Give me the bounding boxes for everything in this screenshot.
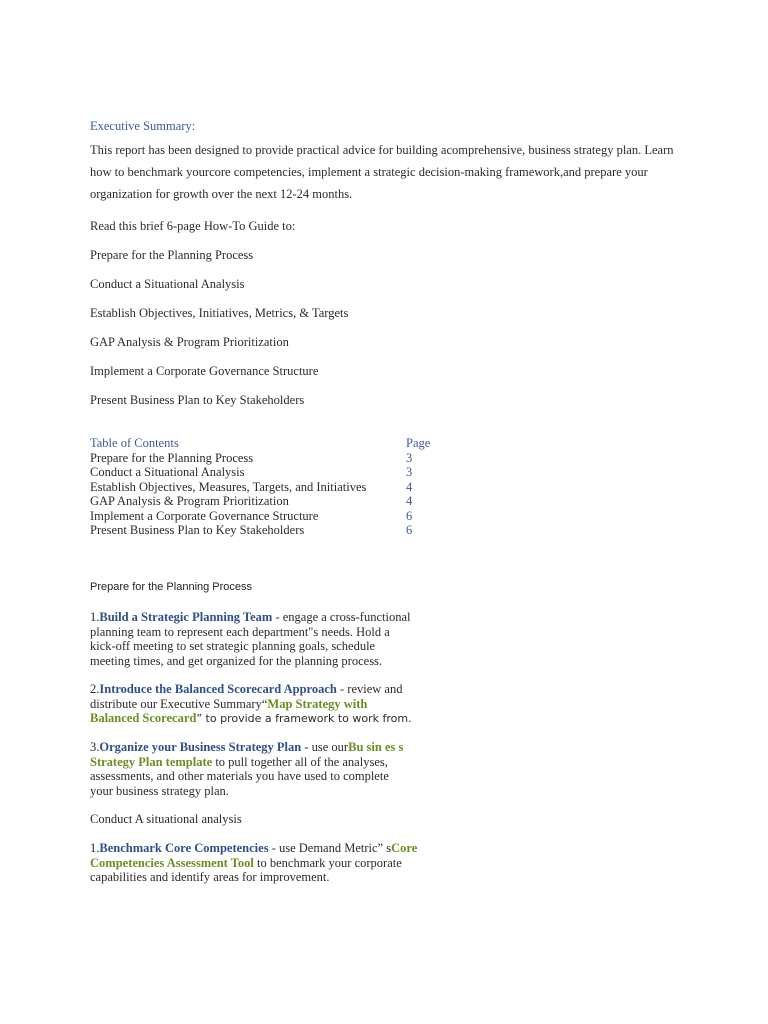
step-number: 1.	[90, 610, 100, 624]
step-text: - use Demand Metric” s	[268, 841, 392, 855]
toc-entry-title: GAP Analysis & Program Prioritization	[90, 494, 289, 508]
toc-entry-page: 3	[406, 465, 413, 479]
toc-entry-page: 6	[406, 508, 413, 523]
step-title: Build a Strategic Planning Team	[99, 610, 273, 624]
step-text: - review and	[336, 682, 403, 696]
executive-summary-body	[90, 139, 690, 205]
toc-entry-title: Prepare for the Planning Process	[90, 450, 254, 465]
step-text: distribute our Executive Summary“	[90, 696, 268, 711]
toc-page-header: Page	[406, 436, 431, 450]
toc-entry-page: 6	[406, 523, 413, 537]
executive-summary-heading: Executive Summary:	[90, 119, 196, 133]
toc-row[interactable]	[90, 480, 450, 495]
step-text: to benchmark your corporate	[253, 855, 402, 870]
toc-row[interactable]	[90, 509, 450, 524]
step-paragraph	[90, 610, 420, 668]
intro-text: Read this brief 6-page How-To Guide to:	[90, 219, 296, 233]
toc-entry-page: 4	[406, 494, 413, 508]
core-competencies-link[interactable]: Competencies Assessment Tool	[90, 855, 254, 870]
map-strategy-link[interactable]: Balanced Scorecard	[90, 711, 197, 725]
guide-item: GAP Analysis & Program Prioritization	[90, 335, 289, 349]
toc-row[interactable]	[90, 523, 450, 538]
step-text: - engage a cross-functional	[272, 610, 411, 624]
guide-item: Present Business Plan to Key Stakeholders	[90, 393, 305, 407]
toc-row[interactable]	[90, 494, 450, 509]
step-text: assessments, and other materials you have used to complete	[90, 769, 389, 783]
guide-item: Conduct a Situational Analysis	[90, 277, 245, 291]
step-title: Organize your Business Strategy Plan	[99, 740, 302, 754]
strategy-plan-template-link[interactable]: Strategy Plan template	[90, 754, 213, 769]
toc-title-header: Table of Contents	[90, 436, 179, 450]
section-heading: Prepare for the Planning Process	[90, 581, 253, 593]
step-paragraph	[90, 682, 420, 727]
toc-row[interactable]	[90, 451, 450, 466]
step-text: kick-off meeting to set strategic planning goals, schedule	[90, 639, 376, 653]
step-text: ” to provide a framework to work from.	[196, 712, 412, 725]
toc-row[interactable]	[90, 465, 450, 480]
executive-summary-line: how to benchmark yourcore competencies, implement a strategic decision-making framework,and prepare your	[90, 165, 648, 179]
toc-header-row	[90, 436, 450, 451]
step-title: Benchmark Core Competencies	[99, 841, 269, 855]
step-text: capabilities and identify areas for improvement.	[90, 870, 330, 884]
core-competencies-link[interactable]: Core	[391, 841, 418, 855]
step-number: 3.	[90, 740, 100, 754]
step-number: 2.	[90, 682, 100, 696]
map-strategy-link[interactable]: Map Strategy with	[267, 696, 368, 711]
subsection-heading: Conduct A situational analysis	[90, 812, 242, 826]
table-of-contents	[90, 436, 450, 538]
step-text: planning team to represent each department"s needs. Hold a	[90, 624, 390, 639]
guide-item: Establish Objectives, Initiatives, Metrics, & Targets	[90, 306, 349, 320]
toc-entry-page: 3	[406, 450, 413, 465]
executive-summary-line: This report has been designed to provide practical advice for building acomprehensive, business strategy plan. Learn	[90, 143, 674, 157]
toc-entry-title: Conduct a Situational Analysis	[90, 465, 245, 479]
step-paragraph	[90, 841, 420, 885]
toc-entry-title: Present Business Plan to Key Stakeholders	[90, 523, 305, 537]
strategy-plan-template-link[interactable]: Bu sin es s	[348, 740, 404, 754]
guide-item: Implement a Corporate Governance Structure	[90, 364, 319, 378]
step-text: meeting times, and get organized for the planning process.	[90, 653, 383, 668]
guide-item: Prepare for the Planning Process	[90, 248, 254, 262]
step-text: to pull together all of the analyses,	[212, 754, 388, 769]
toc-entry-page: 4	[406, 479, 413, 494]
step-title: Introduce the Balanced Scorecard Approach	[99, 682, 337, 696]
step-text: your business strategy plan.	[90, 783, 229, 798]
executive-summary-line: organization for growth over the next 12-24 months.	[90, 187, 353, 201]
step-number: 1.	[90, 841, 100, 855]
step-text: - use our	[301, 740, 349, 754]
toc-entry-title: Establish Objectives, Measures, Targets, and Initiatives	[90, 479, 367, 494]
step-paragraph	[90, 740, 420, 798]
toc-entry-title: Implement a Corporate Governance Structure	[90, 508, 319, 523]
